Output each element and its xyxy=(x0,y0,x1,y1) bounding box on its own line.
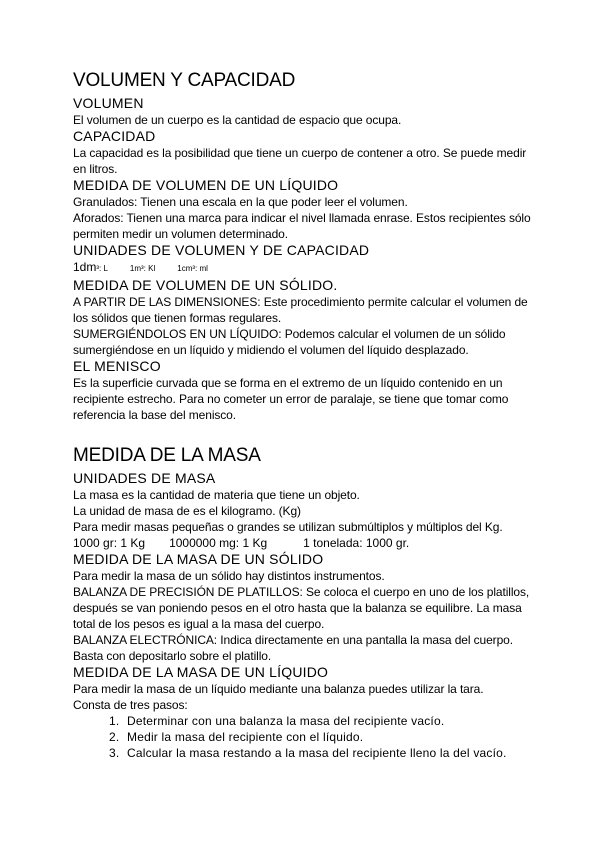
unit-cm3-equivalence: 1cm³: ml xyxy=(177,264,208,273)
paragraph-capacidad: La capacidad es la posibilidad que tiene un cuerpo de contener a otro. Se puede medir en litros. xyxy=(73,146,527,176)
section-title-masa: MEDIDA DE LA MASA xyxy=(73,445,261,466)
paragraph-granulados: Granulados: Tienen una escala en la que poder leer el volumen. xyxy=(73,195,408,209)
heading-volumen-solido: MEDIDA DE VOLUMEN DE UN SÓLIDO. xyxy=(73,277,338,293)
unit-gr-kg: 1000 gr: 1 Kg xyxy=(73,536,146,550)
heading-menisco: EL MENISCO xyxy=(73,358,161,374)
volume-units-line xyxy=(73,259,533,277)
paragraph-masa-solido: Para medir la masa de un sólido hay distintos instrumentos. xyxy=(73,569,385,583)
steps-list xyxy=(73,713,533,761)
list-item: 1. Determinar con una balanza la masa del recipiente vacío. xyxy=(123,713,533,729)
heading-volumen: VOLUMEN xyxy=(73,95,144,111)
heading-unidades-masa: UNIDADES DE MASA xyxy=(73,470,216,486)
heading-unidades-volumen: UNIDADES DE VOLUMEN Y DE CAPACIDAD xyxy=(73,242,370,258)
paragraph-masa-definicion: La masa es la cantidad de materia que tiene un objeto. xyxy=(73,488,360,502)
paragraph-submultiplos: Para medir masas pequeñas o grandes se utilizan submúltiplos y múltiplos del Kg. xyxy=(73,520,503,534)
paragraph-menisco: Es la superficie curvada que se forma en el extremo de un líquido contenido en un recipiente estrecho. Para no cometer un error de paralaje, se tiene que tomar como referencia la base del menisco. xyxy=(73,376,509,422)
unit-dm3-equivalence: ³: L xyxy=(96,264,108,273)
unit-dm3-label: 1dm xyxy=(73,260,97,274)
heading-masa-liquido: MEDIDA DE LA MASA DE UN LÍQUIDO xyxy=(73,664,329,680)
unit-mg-kg: 1000000 mg: 1 Kg xyxy=(169,536,268,550)
unit-tonelada: 1 tonelada: 1000 gr. xyxy=(303,536,410,550)
section-title-volumen-capacidad: VOLUMEN Y CAPACIDAD xyxy=(73,70,296,91)
document-page xyxy=(73,70,533,761)
heading-masa-solido: MEDIDA DE LA MASA DE UN SÓLIDO xyxy=(73,551,324,567)
list-item: 3. Calcular la masa restando a la masa del recipiente lleno la del vacío. xyxy=(123,745,533,761)
unit-m3-equivalence: 1m³: Kl xyxy=(129,264,156,273)
paragraph-unidad-masa: La unidad de masa de es el kilogramo. (Kg) xyxy=(73,504,301,518)
paragraph-aforados: Aforados: Tienen una marca para indicar el nivel llamada enrase. Estos recipientes sólo permiten medir un volumen determinado. xyxy=(73,211,531,241)
list-item: 2. Medir la masa del recipiente con el líquido. xyxy=(123,729,533,745)
paragraph-volumen: El volumen de un cuerpo es la cantidad de espacio que ocupa. xyxy=(73,113,402,127)
section-spacer xyxy=(73,423,533,445)
paragraph-balanza-platillos: BALANZA DE PRECISIÓN DE PLATILLOS: Se coloca el cuerpo en uno de los platillos, después se van poniendo pesos en el otro hasta que la balanza se equilibre. La masa total de los pesos es igual a la masa del cuerpo. xyxy=(73,585,530,631)
heading-capacidad: CAPACIDAD xyxy=(73,128,156,144)
paragraph-sumergiendo: SUMERGIÉNDOLOS EN UN LÍQUIDO: Podemos calcular el volumen de un sólido sumergiéndose en un líquido y midiendo el volumen del líquido desplazado. xyxy=(73,327,506,357)
paragraph-masa-liquido: Para medir la masa de un líquido mediante una balanza puedes utilizar la tara. xyxy=(73,682,484,696)
paragraph-dimensiones: A PARTIR DE LAS DIMENSIONES: Este procedimiento permite calcular el volumen de los sólidos que tienen formas regulares. xyxy=(73,295,528,325)
paragraph-consta: Consta de tres pasos: xyxy=(73,698,188,712)
heading-volumen-liquido: MEDIDA DE VOLUMEN DE UN LÍQUIDO xyxy=(73,177,339,193)
mass-units-line xyxy=(73,535,533,551)
paragraph-balanza-electronica: BALANZA ELECTRÓNICA: Indica directamente en una pantalla la masa del cuerpo. Basta con depositarlo sobre el platillo. xyxy=(73,633,513,663)
